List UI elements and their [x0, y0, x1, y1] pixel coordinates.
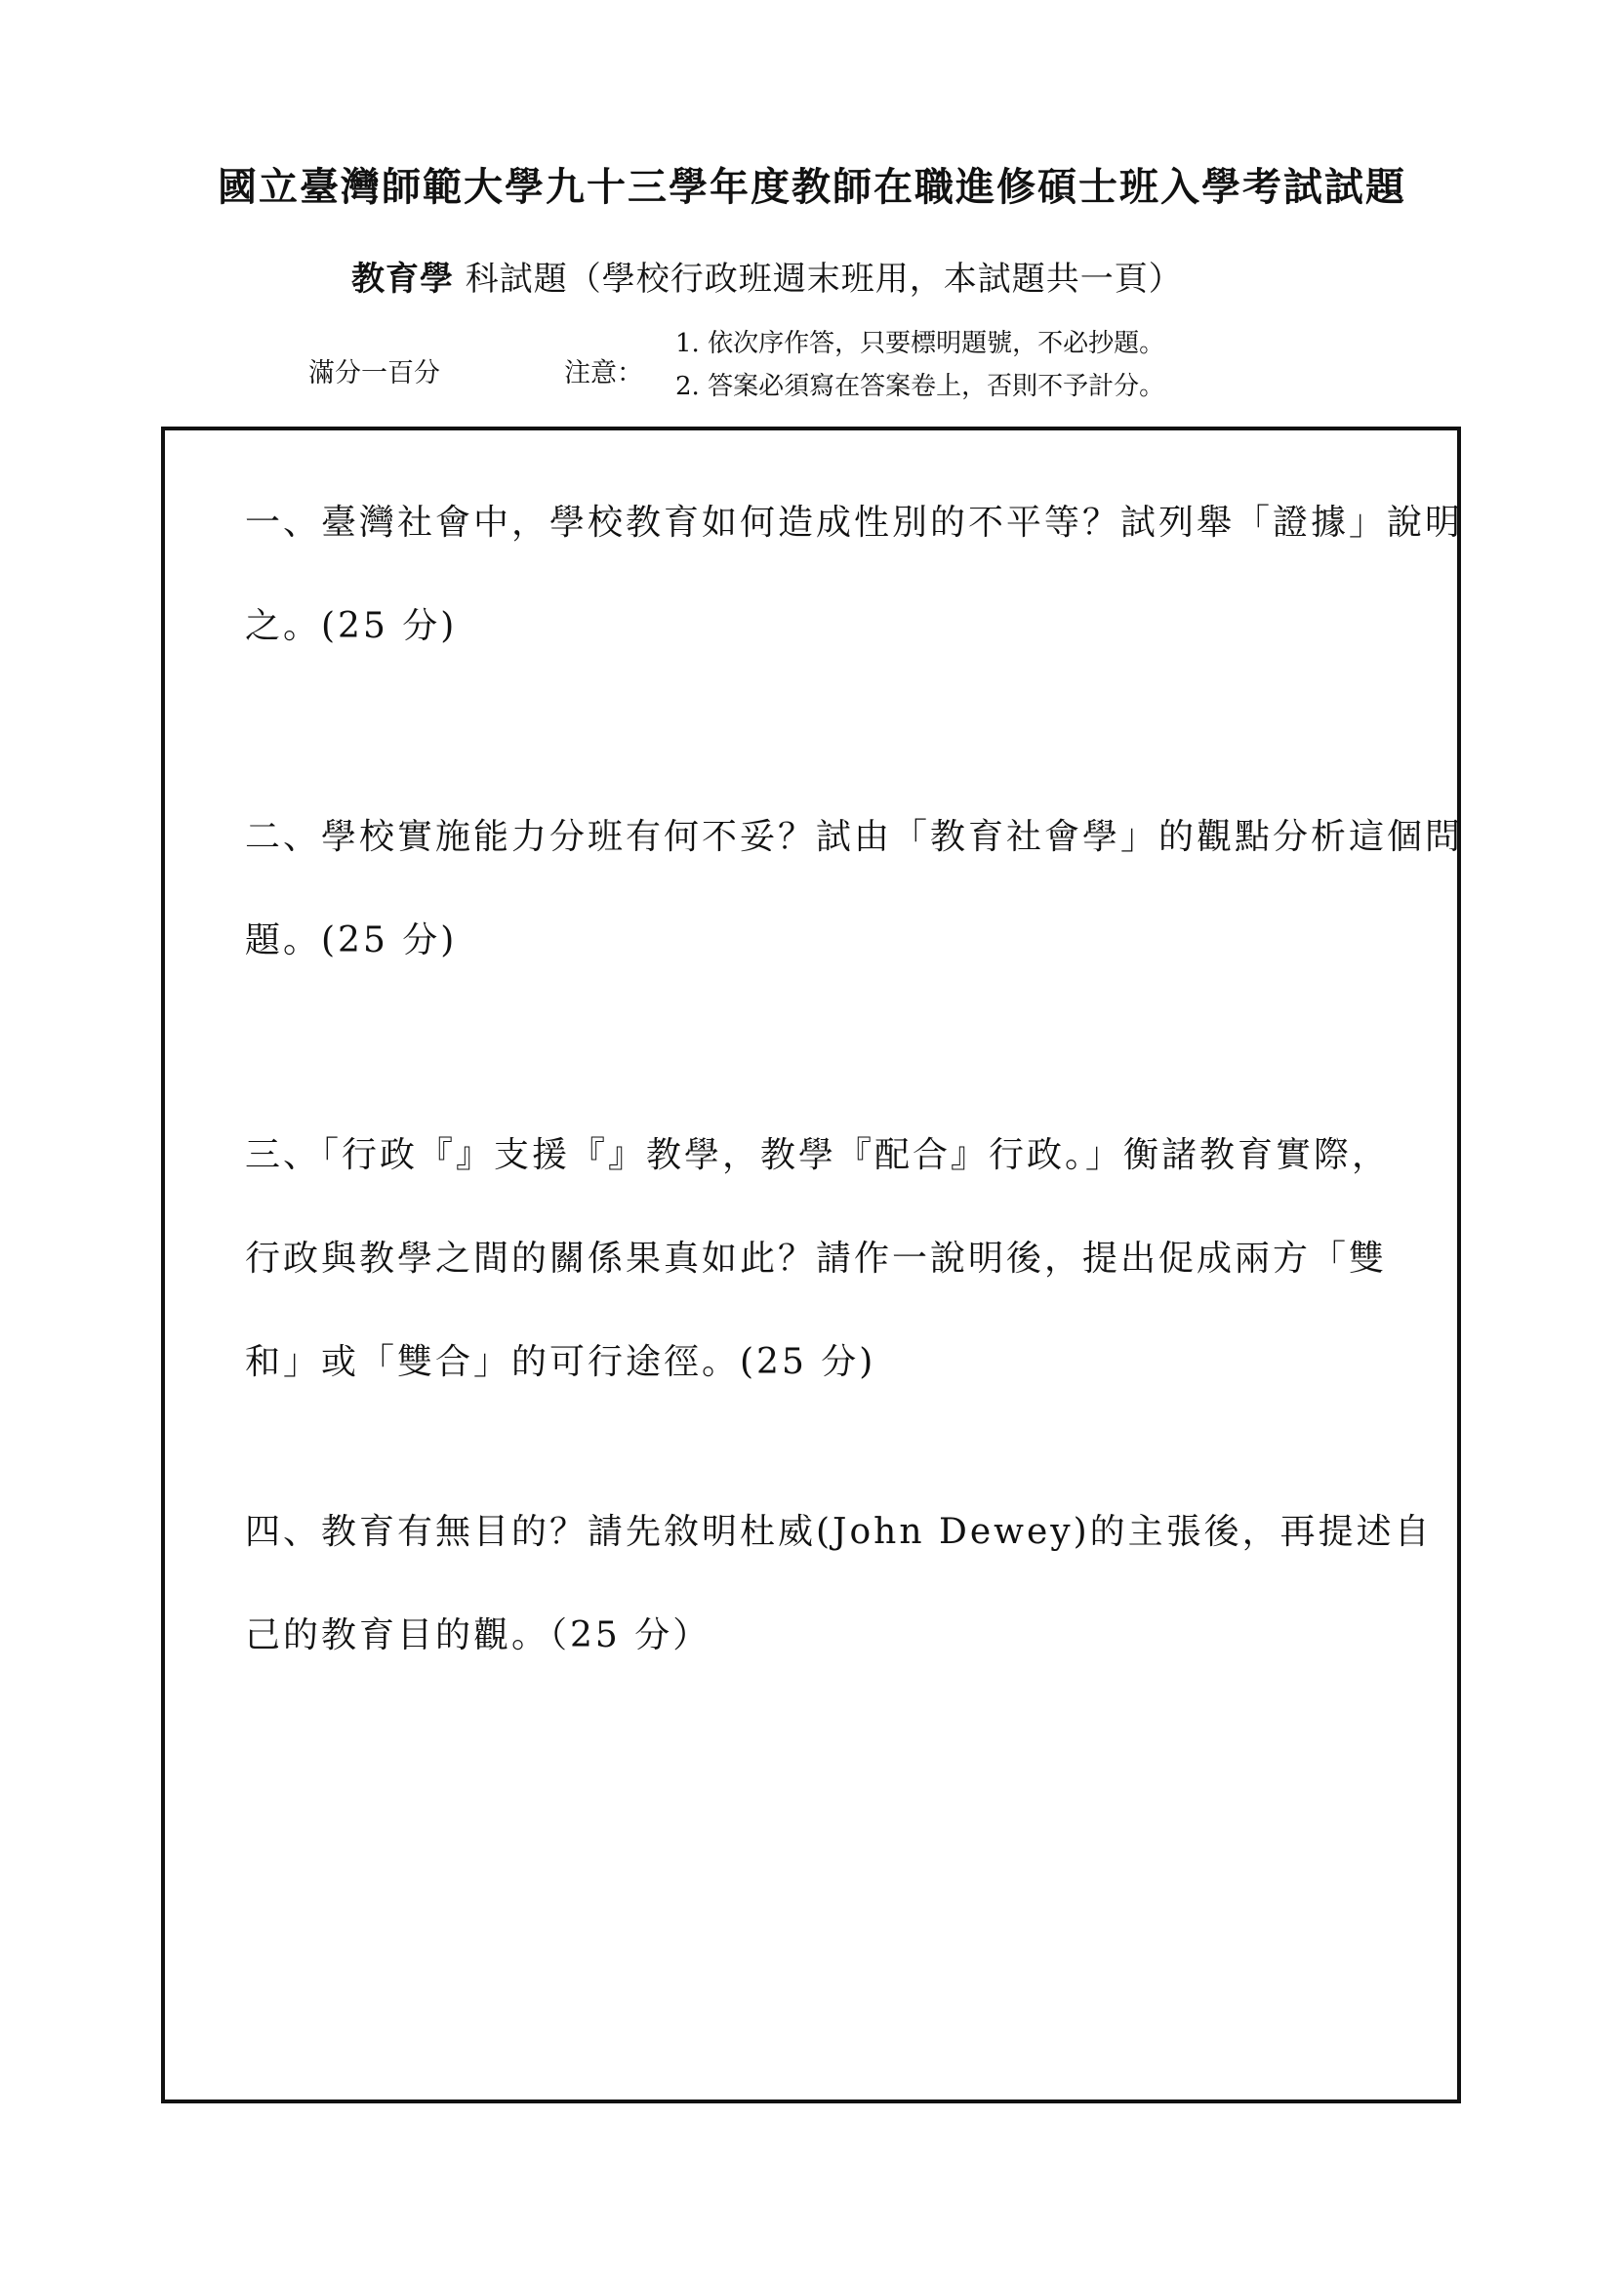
exam-title: 國立臺灣師範大學九十三學年度教師在職進修碩士班入學考試試題: [218, 164, 1406, 210]
question-2-line-1: 二、學校實施能力分班有何不妥？試由「教育社會學」的觀點分析這個問: [245, 817, 1464, 857]
question-3-line-3: 和」或「雙合」的可行途徑。(25 分): [245, 1342, 876, 1382]
exam-subtitle: [351, 252, 1183, 300]
notice-item-1: 1. 依次序作答，只要標明題號，不必抄題。: [675, 329, 1165, 358]
question-4-line-2: 己的教育目的觀。（25 分）: [245, 1615, 711, 1655]
question-1: [245, 471, 1464, 678]
question-2: [245, 786, 1464, 993]
question-1-line-2: 之。(25 分): [245, 606, 458, 646]
notice-label: 注意：: [564, 358, 643, 388]
question-2-line-2: 題。(25 分): [245, 920, 458, 960]
question-box: [161, 427, 1464, 2103]
full-score: 滿分一百分: [308, 358, 440, 388]
notice-item-2: 2. 答案必須寫在答案卷上，否則不予計分。: [675, 372, 1165, 401]
subtitle-text: 科試題（學校行政班週末班用，本試題共一頁）: [454, 260, 1183, 299]
subject-name: 教育學: [351, 260, 454, 299]
notice-list: [675, 322, 1164, 408]
question-3-line-2: 行政與教學之間的關係果真如此？請作一說明後，提出促成兩方「雙: [245, 1239, 1388, 1279]
question-3: [245, 1104, 1416, 1414]
question-1-line-1: 一、臺灣社會中，學校教育如何造成性別的不平等？試列舉「證據」說明: [245, 503, 1464, 543]
question-4: [245, 1481, 1433, 1688]
question-4-line-1: 四、教育有無目的？請先敘明杜威(John Dewey)的主張後，再提述自: [245, 1512, 1433, 1552]
question-3-line-1: 三、「行政『』支援『』教學，教學『配合』行政。」衡諸教育實際，: [245, 1135, 1391, 1175]
